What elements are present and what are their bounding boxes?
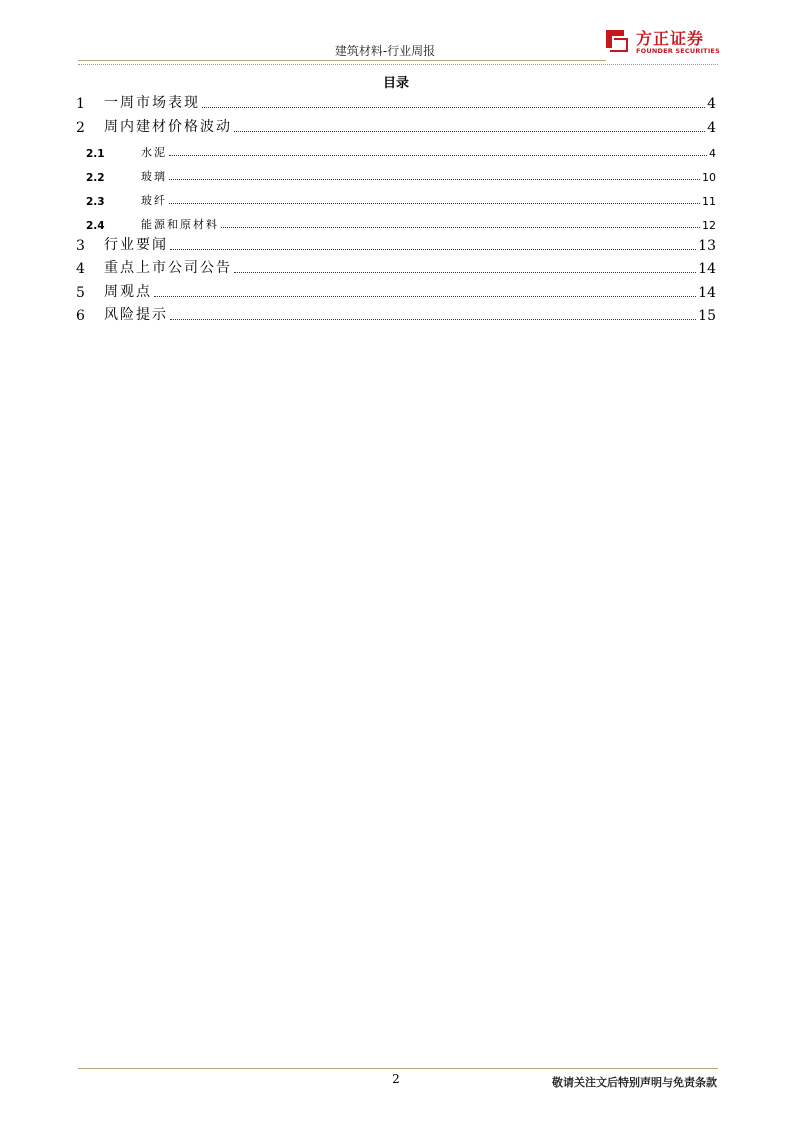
toc-entry-number: 2.3 (86, 196, 105, 208)
toc-entry-number: 2.4 (86, 220, 105, 232)
page-number: 2 (392, 1072, 400, 1086)
toc-leader (154, 296, 696, 297)
toc-entry-number: 5 (76, 285, 85, 301)
toc-leader (170, 319, 696, 320)
toc-leader (234, 131, 705, 132)
toc-entry-title: 玻纤 (141, 194, 167, 207)
toc-entry-title: 一周市场表现 (104, 95, 200, 111)
toc-entry-number: 2.1 (86, 148, 105, 160)
toc-entry-page: 12 (702, 219, 716, 232)
disclaimer-text: 敬请关注文后特别声明与免责条款 (552, 1076, 717, 1089)
toc-leader (221, 227, 700, 228)
toc-entry[interactable] (76, 259, 716, 277)
toc-entry-number: 2.2 (86, 172, 105, 184)
toc-entry[interactable] (76, 306, 716, 324)
toc-entry[interactable] (76, 118, 716, 136)
toc-entry-page: 14 (698, 261, 716, 277)
toc-entry-page: 4 (707, 96, 716, 112)
header-dotted-divider (78, 64, 718, 65)
toc-entry-title: 行业要闻 (104, 237, 168, 253)
toc-entry[interactable] (76, 236, 716, 254)
logo-name: 方正证券 (636, 29, 705, 48)
toc-leader (169, 155, 707, 156)
footer-divider (78, 1068, 718, 1069)
company-logo (602, 24, 722, 60)
toc-subentry[interactable] (76, 190, 716, 208)
toc-entry-title: 风险提示 (104, 307, 168, 323)
toc-entry-number: 3 (76, 238, 85, 254)
toc-entry-page: 10 (702, 171, 716, 184)
toc-entry-number: 4 (76, 261, 85, 277)
toc-entry-number: 1 (76, 96, 85, 112)
toc-entry-title: 玻璃 (141, 170, 167, 183)
header-divider (78, 60, 606, 61)
toc-entry-number: 2 (76, 120, 85, 136)
toc-entry-page: 15 (698, 308, 716, 324)
founder-logo-icon (602, 26, 632, 56)
report-title: 建筑材料-行业周报 (334, 44, 436, 58)
toc-entry-page: 14 (698, 285, 716, 301)
toc-entry-page: 13 (698, 238, 716, 254)
toc-entry[interactable] (76, 94, 716, 112)
toc-leader (169, 179, 700, 180)
toc-entry-page: 4 (709, 147, 716, 160)
toc-entry-page: 11 (702, 195, 716, 208)
toc-entry-title: 能源和原材料 (141, 218, 219, 231)
toc-heading: 目录 (382, 76, 409, 91)
toc-entry-title: 周内建材价格波动 (104, 119, 232, 135)
toc-subentry[interactable] (76, 142, 716, 160)
toc-entry-title: 水泥 (141, 146, 167, 159)
toc-leader (170, 249, 696, 250)
toc-entry-title: 周观点 (104, 284, 152, 300)
toc-subentry[interactable] (76, 214, 716, 232)
toc-entry-title: 重点上市公司公告 (104, 260, 232, 276)
toc-leader (169, 203, 700, 204)
toc-leader (202, 107, 705, 108)
logo-english-name: FOUNDER SECURITIES (636, 47, 720, 55)
toc-entry-number: 6 (76, 308, 85, 324)
toc-entry[interactable] (76, 283, 716, 301)
toc-entry-page: 4 (707, 120, 716, 136)
toc-leader (234, 272, 696, 273)
toc-subentry[interactable] (76, 166, 716, 184)
